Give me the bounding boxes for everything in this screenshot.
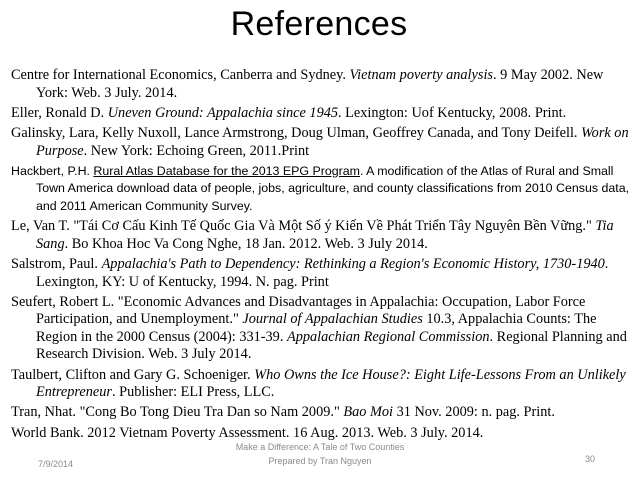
reference-item — [11, 125, 630, 160]
ref-title: Tia Sang — [36, 218, 614, 252]
ref-text: . Lexington: Uof Kentucky, 2008. Print. — [338, 104, 567, 121]
ref-text: Tran, Nhat. "Cong Bo Tong Dieu Tra Dan so Nam 2009." — [11, 404, 344, 421]
reference-item — [11, 67, 630, 102]
ref-title: Appalachia's Path to Dependency: Rethinking a Region's Economic History, 1730-1940 — [101, 255, 605, 272]
slide-title: References — [230, 5, 408, 43]
ref-title: Bao Moi — [343, 404, 394, 421]
footer-caption-line: Make a Difference: A Tale of Two Counties — [235, 442, 405, 452]
page-number: 30 — [585, 454, 596, 464]
ref-text: Salstrom, Paul. — [11, 255, 102, 272]
ref-text: . New York: Echoing Green, 2011.Print — [83, 142, 310, 159]
ref-text: Taulbert, Clifton and Gary G. Schoeniger. — [11, 366, 255, 383]
ref-link[interactable]: Rural Atlas Database for the 2013 EPG Program — [93, 163, 360, 178]
reference-item — [11, 105, 630, 123]
reference-item — [11, 256, 630, 291]
ref-text: . Publisher: ELI Press, LLC. — [111, 384, 275, 401]
ref-text: Centre for International Economics, Canberra and Sydney. — [11, 67, 350, 83]
ref-title: Who Owns the Ice House?: Eight Life-Lessons From an Unlikely Entrepreneur — [36, 366, 626, 401]
footer-caption — [200, 440, 440, 468]
ref-text: . Regional Planning and Research Division. Web. 3 July 2014. — [36, 328, 627, 363]
ref-text: Hackbert, P.H. — [11, 163, 94, 178]
footer-date: 7/9/2014 — [38, 459, 74, 469]
reference-item — [11, 218, 630, 253]
ref-text: . A modification of the Atlas of Rural and Small Town America download data of people, jobs, agriculture, and county classifications from 2010 Census data, and 2011 American Community Survey. — [36, 163, 630, 213]
ref-text: . Bo Khoa Hoc Va Cong Nghe, 18 Jan. 2012. Web. 3 July 2014. — [64, 235, 428, 252]
ref-title: Appalachian Regional Commission — [286, 328, 490, 345]
ref-text: Eller, Ronald D. — [11, 104, 108, 121]
ref-text: Le, Van T. "Tái Cơ Cấu Kinh Tế Quốc Gia Và Một Số ý Kiến Về Phát Triển Tây Nguyên Bền Vững." — [11, 218, 596, 235]
ref-text: 10.3, Appalachia Counts: The Region in the 2000 Census (2004): 331-39. — [36, 311, 597, 345]
ref-text: . 9 May 2002. New York: Web. 3 July. 2014. — [36, 67, 604, 101]
reference-item — [11, 294, 630, 364]
ref-text: Galinsky, Lara, Kelly Nuxoll, Lance Armstrong, Doug Ulman, Geoffrey Canada, and Tony Deifell. — [11, 124, 582, 141]
ref-title: Journal of Appalachian Studies — [242, 311, 423, 328]
reference-item — [11, 404, 630, 422]
ref-text: Seufert, Robert L. "Economic Advances and Disadvantages in Appalachia: Occupation, Labor Force Participation, and Unemployment." — [11, 293, 586, 328]
reference-item — [11, 367, 630, 402]
footer-caption-line: Prepared by Tran Nguyen — [268, 456, 372, 466]
reference-item — [11, 163, 630, 216]
ref-text: 31 Nov. 2009: n. pag. Print. — [393, 404, 555, 421]
ref-title: Uneven Ground: Appalachia since 1945 — [107, 104, 339, 121]
ref-title: Vietnam poverty analysis — [349, 67, 493, 83]
references-list — [11, 67, 630, 445]
ref-text: World Bank. 2012 Vietnam Poverty Assessment. 16 Aug. 2013. Web. 3 July. 2014. — [11, 424, 484, 441]
ref-title: Work on Purpose — [36, 124, 629, 159]
ref-text: . Lexington, KY: U of Kentucky, 1994. N. pag. Print — [36, 255, 609, 290]
